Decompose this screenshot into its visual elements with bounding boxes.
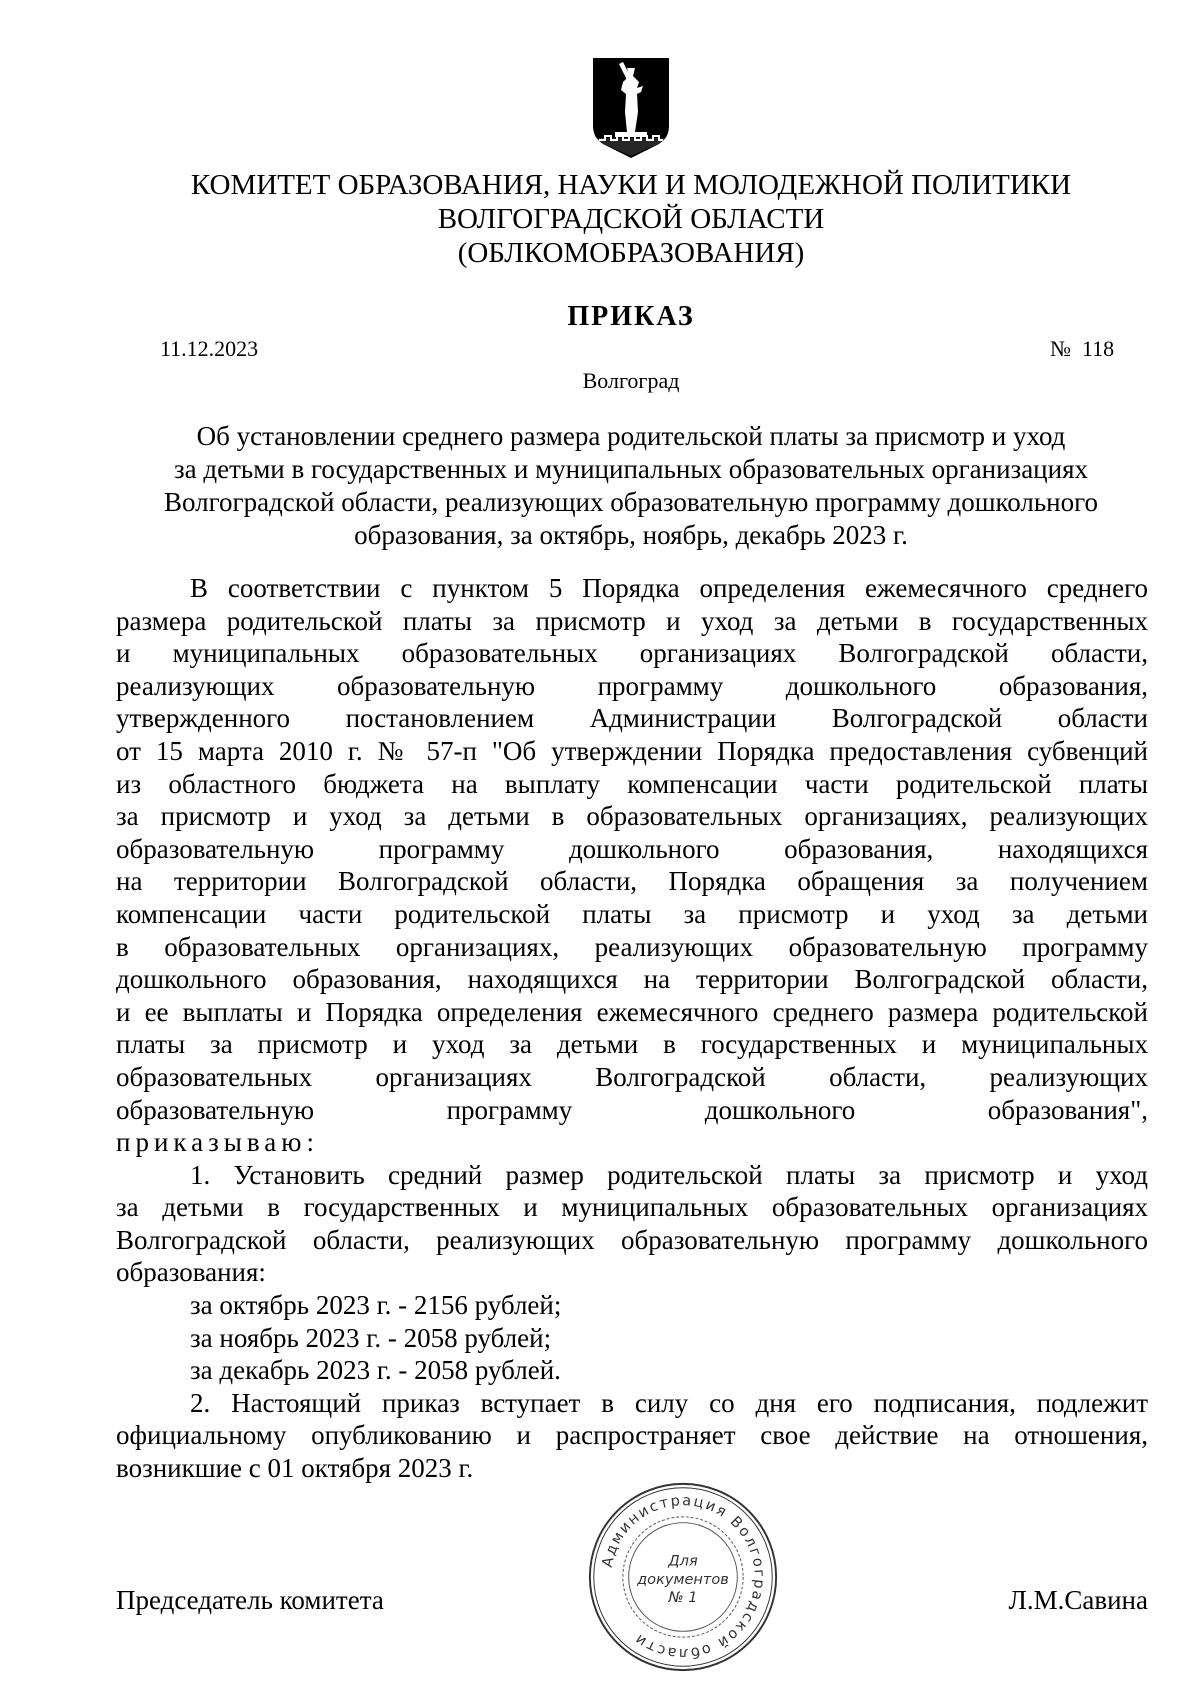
fee-november: за ноябрь 2023 г. - 2058 рублей;	[190, 1322, 552, 1353]
item-1-line: 1. Установить средний размер родительской платы за присмотр и уход	[190, 1159, 1148, 1190]
preamble-line: утвержденного постановлением Администрации Волгоградской области	[116, 703, 1148, 734]
order-subject	[0, 420, 1200, 552]
order-number: № 118	[1050, 336, 1115, 361]
stamp-center-line-1: Для	[668, 1552, 698, 1570]
preamble-line: компенсации части родительской платы за присмотр и уход за детьми	[116, 898, 1148, 929]
item-2-line: возникшие с 01 октября 2023 г.	[116, 1453, 474, 1484]
item-1-line: за детьми в государственных и муниципальных образовательных организациях	[116, 1192, 1148, 1223]
preamble-line: реализующих образовательную программу дошкольного образования,	[116, 670, 1148, 701]
order-verb: приказываю:	[116, 1127, 319, 1158]
organization-line-2: ВОЛГОГРАДСКОЙ ОБЛАСТИ	[437, 203, 825, 235]
organization-line-1: КОМИТЕТ ОБРАЗОВАНИЯ, НАУКИ И МОЛОДЕЖНОЙ ПОЛИТИКИ	[190, 169, 1072, 201]
stamp-ring-text: Администрация Волгоградской области	[598, 1492, 768, 1662]
preamble-line: образовательную программу дошкольного образования, находящихся	[116, 833, 1148, 864]
subject-line: за детьми в государственных и муниципальных образовательных организациях	[173, 454, 1088, 484]
subject-line: Волгоградской области, реализующих образовательную программу дошкольного	[163, 487, 1099, 517]
preamble-line: в образовательных организациях, реализующих образовательную программу	[116, 931, 1148, 962]
stamp-center-line-2: документов	[637, 1570, 729, 1588]
preamble-line: и муниципальных образовательных организациях Волгоградской области,	[116, 638, 1148, 669]
item-2-line: официальному опубликованию и распространяет свое действие на отношения,	[116, 1420, 1148, 1451]
subject-line: образования, за октябрь, ноябрь, декабрь 2023 г.	[354, 520, 908, 550]
organization-header	[0, 168, 1200, 270]
organization-line-3: (ОБЛКОМОБРАЗОВАНИЯ)	[457, 237, 805, 269]
stamp-center-line-3: № 1	[668, 1589, 698, 1607]
preamble-line: образовательных организациях Волгоградской области, реализующих	[116, 1061, 1148, 1092]
preamble-line: дошкольного образования, находящихся на территории Волгоградской области,	[116, 964, 1148, 995]
document-title: ПРИКАЗ	[567, 301, 695, 332]
subject-line: Об установлении среднего размера родительской платы за присмотр и уход	[196, 421, 1066, 451]
preamble-line: на территории Волгоградской области, Порядка обращения за получением	[116, 866, 1148, 897]
preamble-line: и ее выплаты и Порядка определения ежемесячного среднего размера родительской	[116, 996, 1148, 1027]
official-stamp-icon	[586, 1480, 780, 1674]
signatory-position: Председатель комитета	[116, 1585, 384, 1615]
fee-december: за декабрь 2023 г. - 2058 рублей.	[190, 1355, 561, 1386]
preamble-line: образовательную программу дошкольного образования",	[116, 1094, 1148, 1125]
order-date: 11.12.2023	[160, 336, 259, 361]
preamble-line: размера родительской платы за присмотр и уход за детьми в государственных	[116, 605, 1148, 636]
coat-of-arms-icon	[591, 56, 671, 160]
order-city: Волгоград	[582, 368, 680, 393]
signatory-name: Л.М.Савина	[1008, 1585, 1148, 1615]
order-body	[116, 572, 1148, 1485]
preamble-line: из областного бюджета на выплату компенсации части родительской платы	[116, 768, 1148, 799]
item-2-line: 2. Настоящий приказ вступает в силу со дня его подписания, подлежит	[190, 1387, 1148, 1418]
preamble-line: за присмотр и уход за детьми в образовательных организациях, реализующих	[116, 801, 1148, 832]
preamble-line: от 15 марта 2010 г. № 57-п "Об утверждении Порядка предоставления субвенций	[116, 735, 1148, 766]
item-1-line: Волгоградской области, реализующих образовательную программу дошкольного	[116, 1224, 1148, 1255]
item-1-line: образования:	[116, 1257, 266, 1288]
fee-october: за октябрь 2023 г. - 2156 рублей;	[190, 1290, 562, 1321]
preamble-line: В соответствии с пунктом 5 Порядка определения ежемесячного среднего	[190, 573, 1148, 603]
preamble-line: платы за присмотр и уход за детьми в государственных и муниципальных	[116, 1029, 1148, 1060]
